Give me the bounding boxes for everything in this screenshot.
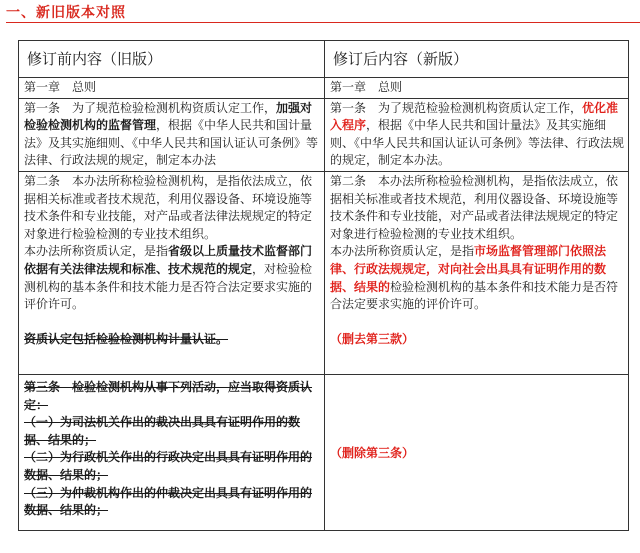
article-2-old bbox=[19, 171, 325, 374]
article-2-new-para-2-a: 本办法所称资质认定，是指 bbox=[330, 244, 475, 259]
table-row-article-1 bbox=[19, 98, 629, 171]
article-2-new-para-2-c: 检验检测机构的基本条件和技术能力是否符合法定要求实施的评价许可。 bbox=[330, 279, 619, 312]
article-1-new-text-a: 第一条 为了规范检验检测机构资质认定工作， bbox=[330, 100, 583, 115]
article-3-old-para-1: 第三条 检验检测机构从事下列活动，应当取得资质认定： bbox=[24, 379, 313, 412]
header-new-version: 修订后内容（新版） bbox=[325, 41, 629, 78]
article-2-new-para-1: 第二条 本办法所称检验检测机构，是指依法成立，依据相关标准或者技术规范，利用仪器设备、环境设施等技术条件和专业技能，对产品或者法律法规规定的特定对象进行检验检测的专业技术组织。 bbox=[330, 173, 619, 241]
section-heading-text: 一、新旧版本对照 bbox=[6, 5, 126, 21]
article-3-new bbox=[325, 374, 629, 530]
article-2-old-para-2 bbox=[24, 243, 320, 313]
article-1-new-highlight: 优化准入程序 bbox=[330, 100, 619, 133]
article-1-new-text-c: ，根据《中华人民共和国计量法》及其实施细则、《中华人民共和国认证认可条例》等法律、行政法规的规定，制定本办法。 bbox=[330, 118, 625, 168]
article-1-old-text-a: 第一条 为了规范检验检测机构资质认定工作， bbox=[24, 100, 277, 115]
article-3-old-item-1: （一）为司法机关作出的裁决出具具有证明作用的数据、结果的； bbox=[24, 415, 301, 447]
article-2-old-para-2-c: ，对检验检测机构的基本条件和技术能力是否符合法定要求实施的评价许可。 bbox=[24, 261, 313, 312]
article-2-new bbox=[325, 171, 629, 374]
article-3-old-item-2: （二）为行政机关作出的行政决定出具具有证明作用的数据、结果的； bbox=[24, 450, 313, 482]
article-3-old bbox=[19, 374, 325, 530]
article-2-old-para-2-highlight: 省级以上质量技术监督部门依据有关法律法规和标准、技术规范的规定 bbox=[24, 244, 313, 276]
section-heading bbox=[6, 2, 126, 22]
article-2-old-para-1: 第二条 本办法所称检验检测机构，是指依法成立，依据相关标准或者技术规范，利用仪器设备、环境设施等技术条件和专业技能，对产品或者法律法规规定的特定对象进行检验检测的专业技术组织。 bbox=[24, 173, 313, 241]
article-3-new-deletion-note: （删除第三条） bbox=[330, 446, 415, 461]
comparison-table bbox=[18, 40, 629, 531]
article-2-new-deletion-note: （删去第三款） bbox=[330, 331, 415, 346]
heading-underline bbox=[6, 22, 640, 23]
table-row-article-3 bbox=[19, 374, 629, 530]
article-1-old-text-c: ，根据《中华人民共和国计量法》及其实施细则、《中华人民共和国认证认可条例》等法律、行政法规的规定，制定本办法 bbox=[24, 118, 319, 168]
table-row-chapter bbox=[19, 78, 629, 99]
article-1-old bbox=[19, 98, 325, 171]
article-3-old-item-3: （三）为仲裁机构作出的仲裁决定出具具有证明作用的数据、结果的； bbox=[24, 485, 313, 518]
article-2-new-para-2 bbox=[330, 243, 624, 313]
chapter-old: 第一章 总则 bbox=[19, 78, 325, 99]
table-row-article-2 bbox=[19, 171, 629, 374]
article-2-new-para-2-highlight: 市场监督管理部门依照法律、行政法规规定，对向社会出具具有证明作用的数据、结果的 bbox=[330, 244, 607, 294]
article-2-old-para-3-deleted: 资质认定包括检验检测机构计量认证。 bbox=[24, 331, 229, 346]
table-header-row bbox=[19, 41, 629, 78]
article-2-old-para-2-a: 本办法所称资质认定，是指 bbox=[24, 244, 169, 259]
header-old-version: 修订前内容（旧版） bbox=[19, 41, 325, 78]
article-1-old-highlight: 加强对检验检测机构的监督管理 bbox=[24, 100, 313, 133]
article-1-new bbox=[325, 98, 629, 171]
chapter-new: 第一章 总则 bbox=[325, 78, 629, 99]
